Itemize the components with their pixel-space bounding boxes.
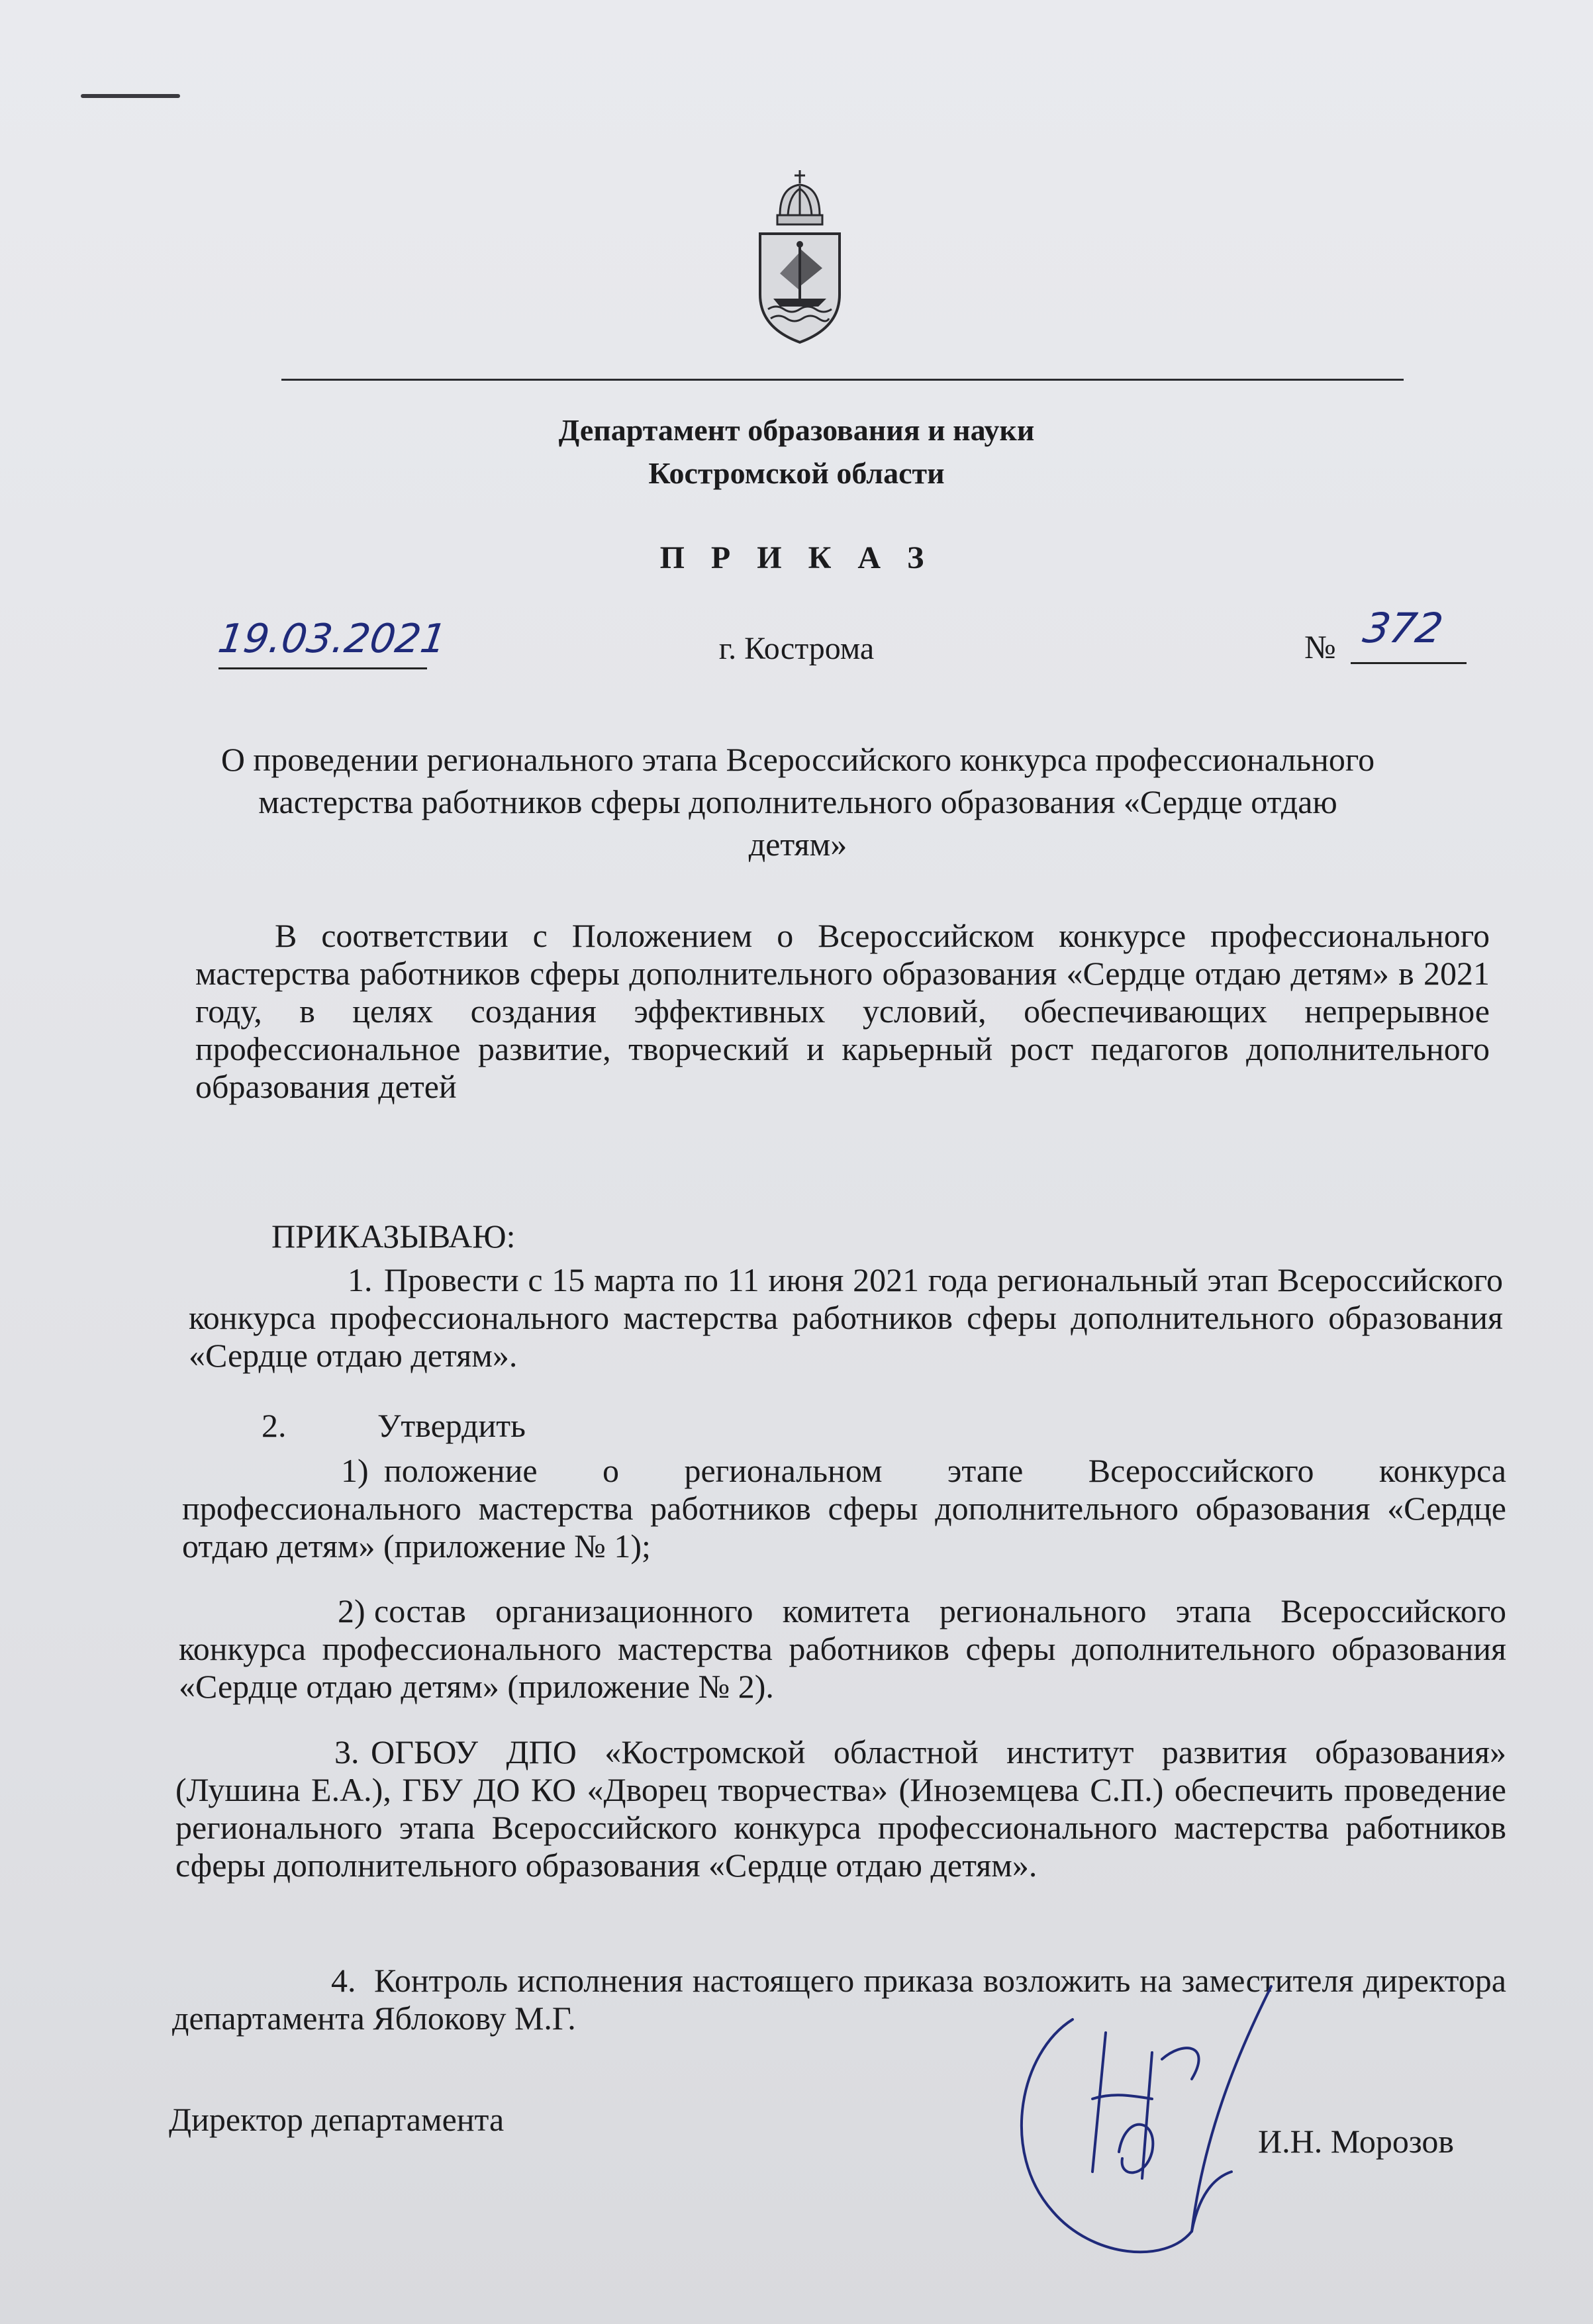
subitem-text: положение о региональном этапе Всероссийского конкурса профессионального мастерства работников сферы дополнительного образования «Сердце отдаю детям» (приложение № 1); xyxy=(182,1452,1506,1565)
order-item-1 xyxy=(189,1261,1503,1375)
order-item-3 xyxy=(175,1733,1506,1884)
subitem-text: состав организационного комитета регионального этапа Всероссийского конкурса профессионального мастерства работников сферы дополнительного образования «Сердце отдаю детям» (приложение № 2). xyxy=(179,1592,1506,1705)
order-item-2 xyxy=(262,1407,526,1445)
order-item-4 xyxy=(172,1962,1506,2037)
header-rule xyxy=(281,379,1404,381)
item-text: Утвердить xyxy=(377,1407,526,1444)
preamble-paragraph: В соответствии с Положением о Всероссийском конкурсе профессионального мастерства работников сферы дополнительного образования «Сердце отдаю детям» в 2021 году, в целях создания эффективных условий, обеспечивающих непрерывное профессиональное развитие, творческий и карьерный рост педагогов дополнительного образования детей xyxy=(195,917,1490,1105)
item-number: 2. xyxy=(262,1407,287,1444)
scan-mark xyxy=(81,94,180,98)
signatory-name: И.Н. Морозов xyxy=(1258,2123,1454,2160)
number-underline xyxy=(1351,662,1467,664)
document-type-heading: П Р И К А З xyxy=(659,540,934,575)
item-text: ОГБОУ ДПО «Костромской областной институт развития образования» (Лушина Е.А.), ГБУ ДО КО «Дворец творчества» (Иноземцева С.П.) обеспечить проведение регионального этапа Всероссийского конкурса профессионального мастерства работников сферы дополнительного образования «Сердце отдаю детям». xyxy=(175,1733,1506,1884)
item-number: 3. xyxy=(334,1733,360,1770)
item-number: 1. xyxy=(348,1261,373,1298)
order-number: 372 xyxy=(1359,604,1447,652)
order-title: О проведении регионального этапа Всероссийского конкурса профессионального мастерства работников сферы дополнительного образования «Сердце отдаю детям» xyxy=(220,741,1375,863)
order-date: 19.03.2021 xyxy=(215,616,450,662)
item-number: 4. xyxy=(331,1962,356,1999)
item-text: Контроль исполнения настоящего приказа возложить на заместителя директора департамента Яблокову М.Г. xyxy=(172,1962,1506,2037)
department-name-line1: Департамент образования и науки xyxy=(558,413,1035,447)
city: г. Кострома xyxy=(718,631,875,666)
orders-heading: ПРИКАЗЫВАЮ: xyxy=(271,1218,516,1255)
subitem-number: 2) xyxy=(338,1592,365,1629)
date-underline xyxy=(218,667,427,669)
signatory-position: Директор департамента xyxy=(169,2101,505,2138)
department-name-line2: Костромской области xyxy=(648,456,945,490)
subitem-number: 1) xyxy=(341,1452,369,1489)
order-subitem-1 xyxy=(182,1452,1506,1565)
order-subitem-2 xyxy=(179,1592,1506,1706)
item-text: Провести с 15 марта по 11 июня 2021 года региональный этап Всероссийского конкурса профессионального мастерства работников сферы дополнительного образования «Сердце отдаю детям». xyxy=(189,1261,1503,1374)
coat-of-arms-emblem xyxy=(753,169,846,344)
order-number-label: № xyxy=(1304,628,1336,665)
